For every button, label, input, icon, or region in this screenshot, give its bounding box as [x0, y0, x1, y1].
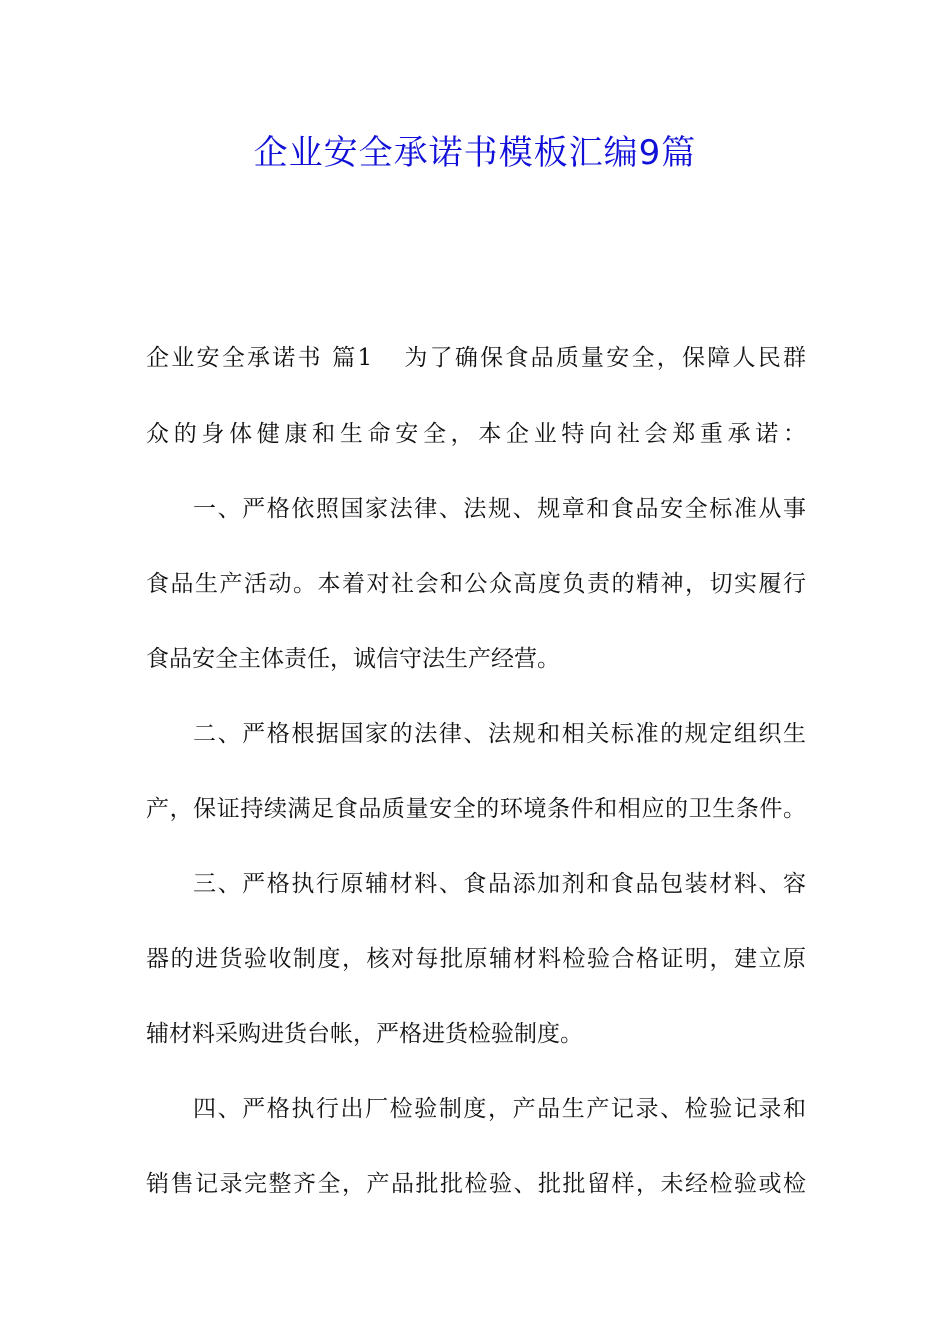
text-line-10: 辅材料采购进货台帐，严格进货检验制度。 — [146, 1021, 583, 1047]
text-line-5: 食品安全主体责任，诚信守法生产经营。 — [146, 646, 560, 672]
text-line-2: 众的身体健康和生命安全，本企业特向社会郑重承诺： — [146, 421, 806, 447]
section-intro: 为了确保食品质量安全，保障人民群 — [402, 345, 806, 371]
text-line-6: 二、严格根据国家的法律、法规和相关标准的规定组织生 — [193, 721, 806, 747]
text-line-9: 器的进货验收制度，核对每批原辅材料检验合格证明，建立原 — [146, 946, 806, 972]
text-line-7: 产，保证持续满足食品质量安全的环境条件和相应的卫生条件。 — [146, 796, 806, 822]
text-line-3: 一、严格依照国家法律、法规、规章和食品安全标准从事 — [193, 496, 806, 522]
text-line-4: 食品生产活动。本着对社会和公众高度负责的精神，切实履行 — [146, 571, 806, 597]
text-line-12: 销售记录完整齐全，产品批批检验、批批留样，未经检验或检 — [146, 1171, 806, 1197]
text-line-1 — [146, 341, 806, 375]
section-heading: 企业安全承诺书 篇1 — [146, 345, 373, 371]
document-title: 企业安全承诺书模板汇编9篇 — [253, 133, 697, 173]
text-line-8: 三、严格执行原辅材料、食品添加剂和食品包装材料、容 — [193, 871, 806, 897]
text-line-11: 四、严格执行出厂检验制度，产品生产记录、检验记录和 — [193, 1096, 806, 1122]
